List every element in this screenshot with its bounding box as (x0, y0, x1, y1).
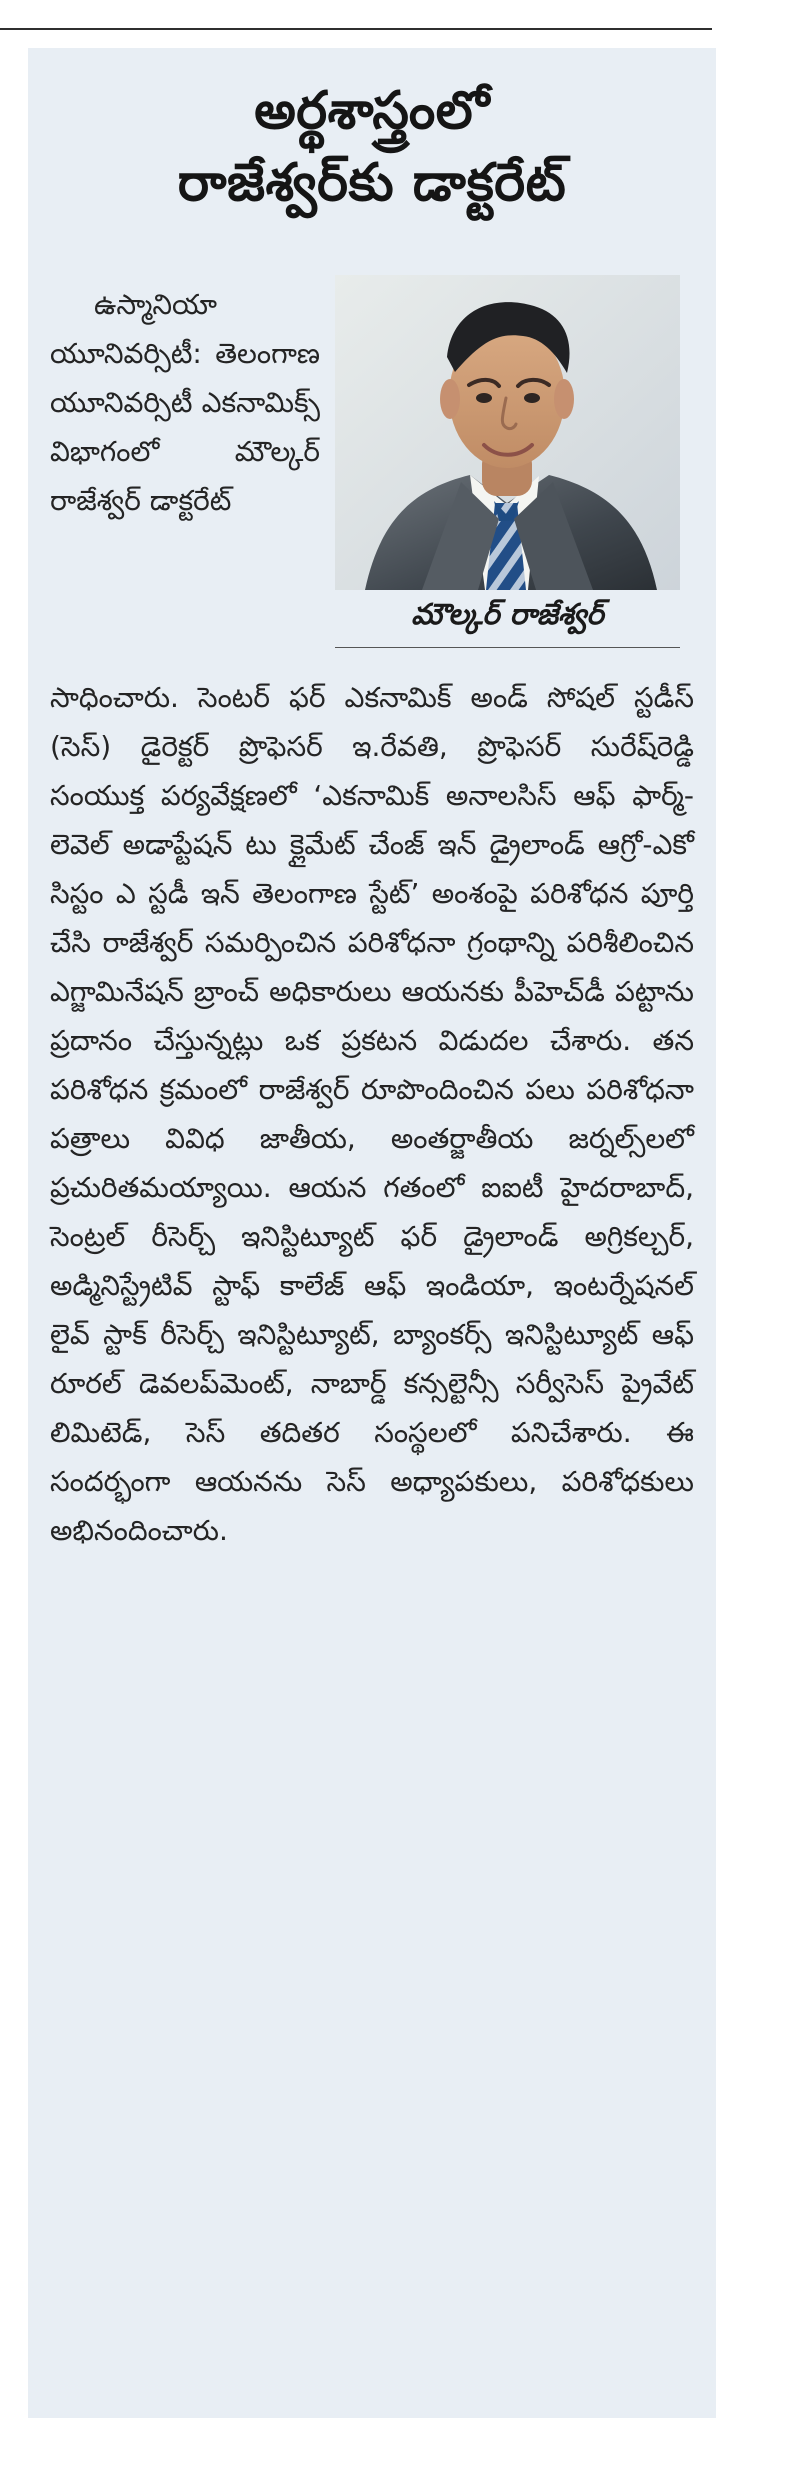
article-lead-text: ఉస్మానియా యూనివర్సిటీ: తెలంగాణ యూనివర్సిటీ ఎకనామిక్స్ విభాగంలో మౌల్కర్ రాజేశ్వర్ డాక్టరేట్ (50, 288, 320, 517)
headline-line-2: రాజేశ్వర్‌కు డాక్టరేట్ (177, 152, 567, 213)
top-divider (0, 28, 712, 30)
portrait-image (335, 275, 680, 590)
caption-underline (335, 647, 680, 648)
headline-line-1: అర్థశాస్త్రంలో (254, 81, 490, 141)
photo-caption: మౌల్కర్ రాజేశ్వర్ (411, 597, 604, 631)
news-article (28, 48, 716, 2418)
portrait-photo (335, 275, 680, 590)
article-body-text: సాధించారు. సెంటర్ ఫర్ ఎకనామిక్ అండ్ సోషల్ స్టడీస్ (సెస్) డైరెక్టర్ ప్రొఫెసర్ ఇ.రేవతి, ప్రొఫెసర్ సురేష్‌రెడ్డి సంయుక్త పర్యవేక్షణలో ‘ఎకనామిక్ అనాలసిస్ ఆఫ్ ఫార్మ్-లెవెల్ అడాప్టేషన్ టు క్లైమేట్ చేంజ్ ఇన్ డ్రైలాండ్ ఆగ్రో-ఎకో సిస్టం ఎ స్టడీ ఇన్ తెలంగాణ స్టేట్’ అంశంపై పరిశోధన పూర్తి చేసి రాజేశ్వర్ సమర్పించిన పరిశోధనా గ్రంథాన్ని పరిశీలించిన ఎగ్జామినేషన్ బ్రాంచ్ అధికారులు ఆయనకు పీహెచ్‌డీ పట్టాను ప్రదానం చేస్తున్నట్లు ఒక ప్రకటన విడుదల చేశారు. తన పరిశోధన క్రమంలో రాజేశ్వర్ రూపొందించిన పలు పరిశోధనా పత్రాలు వివిధ జాతీయ, అంతర్జాతీయ జర్నల్స్‌లలో ప్రచురితమయ్యాయి. ఆయన గతంలో ఐఐటీ హైదరాబాద్, సెంట్రల్ రీసెర్చ్ ఇనిస్టిట్యూట్ ఫర్ డ్రైలాండ్ అగ్రికల్చర్, అడ్మినిస్ట్రేటివ్ స్టాఫ్ కాలేజ్ ఆఫ్ ఇండియా, ఇంటర్నేషనల్ లైవ్ స్టాక్ రీసెర్చ్ ఇనిస్టిట్యూట్, బ్యాంకర్స్ ఇనిస్టిట్యూట్ ఆఫ్ రూరల్ డెవలప్‌మెంట్, నాబార్డ్ కన్సల్టెన్సీ సర్వీసెస్ ప్రైవేట్ లిమిటెడ్, సెస్ తదితర సంస్థలలో పనిచేశారు. ఈ సందర్భంగా ఆయనను సెస్ అధ్యాపకులు, పరిశోధకులు అభినందించారు. (50, 681, 694, 1547)
photo-block (335, 275, 680, 650)
article-headline (52, 76, 692, 220)
